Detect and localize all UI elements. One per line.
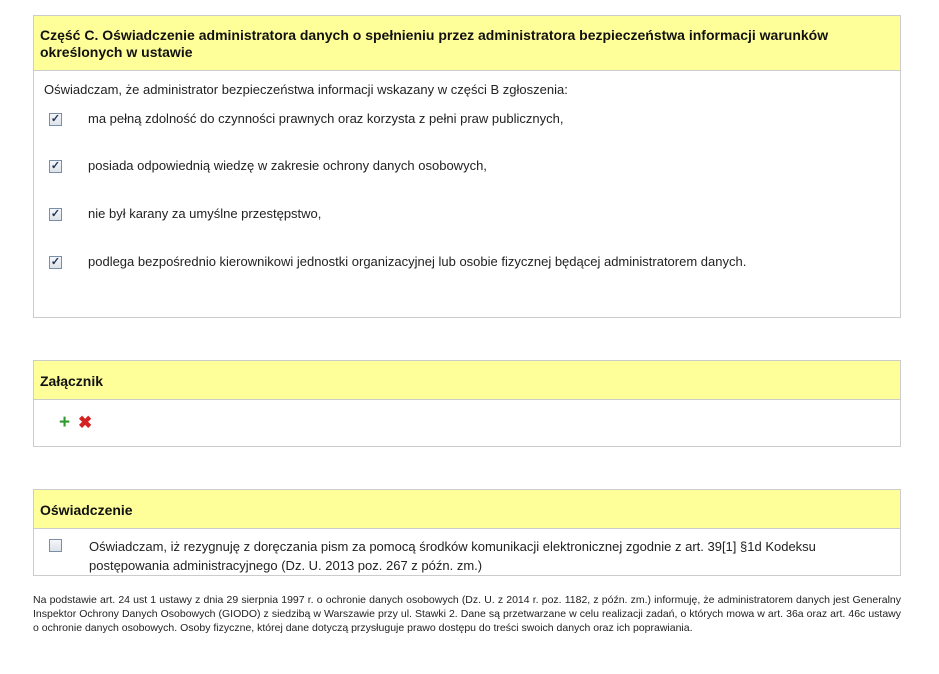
condition-checkbox-4[interactable]: ✓ — [50, 255, 61, 268]
part-c-intro: Oświadczam, że administrator bezpieczeństwa informacji wskazany w części B zgłoszenia: — [44, 82, 568, 97]
condition-item-4 — [49, 254, 747, 270]
condition-label-3: nie był karany za umyślne przestępstwo, — [88, 206, 322, 221]
declaration-text: Oświadczam, iż rezygnuję z doręczania pism za pomocą środków komunikacji elektronicznej zgodnie z art. 39[1] §1d Kodeksu postępowania administracyjnego (Dz. U. 2013 poz. 267 z późn. zm.) — [89, 539, 816, 573]
condition-label-2: posiada odpowiednią wiedzę w zakresie ochrony danych osobowych, — [88, 158, 487, 173]
plus-icon[interactable]: + — [58, 412, 71, 433]
condition-checkbox-1[interactable]: ✓ — [50, 112, 61, 125]
condition-item-3 — [49, 206, 322, 222]
part-c-panel — [33, 15, 901, 318]
condition-label-4: podlega bezpośrednio kierownikowi jednostki organizacyjnej lub osobie fizycznej będącej administratorem danych. — [88, 254, 747, 269]
condition-checkbox-3[interactable]: ✓ — [50, 207, 61, 220]
declaration-panel — [33, 489, 901, 576]
declaration-checkbox[interactable] — [49, 539, 62, 552]
attachment-panel — [33, 360, 901, 447]
privacy-notice: Na podstawie art. 24 ust 1 ustawy z dnia 29 sierpnia 1997 r. o ochronie danych osobowych (Dz. U. z 2014 r. poz. 1182, z późn. zm.) informuję, że administratorem danych jest Generalny Inspektor Ochrony Danych Osobowych (GIODO) z siedzibą w Warszawie przy ul. Stawki 2. Dane są przetwarzane w celu realizacji zadań, o których mowa w art. 36a oraz art. 46c ustawy o ochronie danych osobowych. Osoby fizyczne, której dane dotyczą przysługuje prawo dostępu do treści swoich danych oraz ich poprawiania. — [33, 594, 901, 634]
cross-icon[interactable]: ✖ — [78, 413, 93, 432]
declaration-title: Oświadczenie — [34, 490, 900, 529]
condition-label-1: ma pełną zdolność do czynności prawnych oraz korzysta z pełni praw publicznych, — [88, 111, 564, 126]
part-c-title: Część C. Oświadczenie administratora danych o spełnieniu przez administratora bezpieczeństwa informacji warunków określonych w ustawie — [34, 16, 900, 71]
condition-checkbox-2[interactable]: ✓ — [50, 159, 61, 172]
condition-item-2 — [49, 158, 487, 174]
attachment-title: Załącznik — [34, 361, 900, 400]
condition-item-1 — [49, 111, 564, 127]
